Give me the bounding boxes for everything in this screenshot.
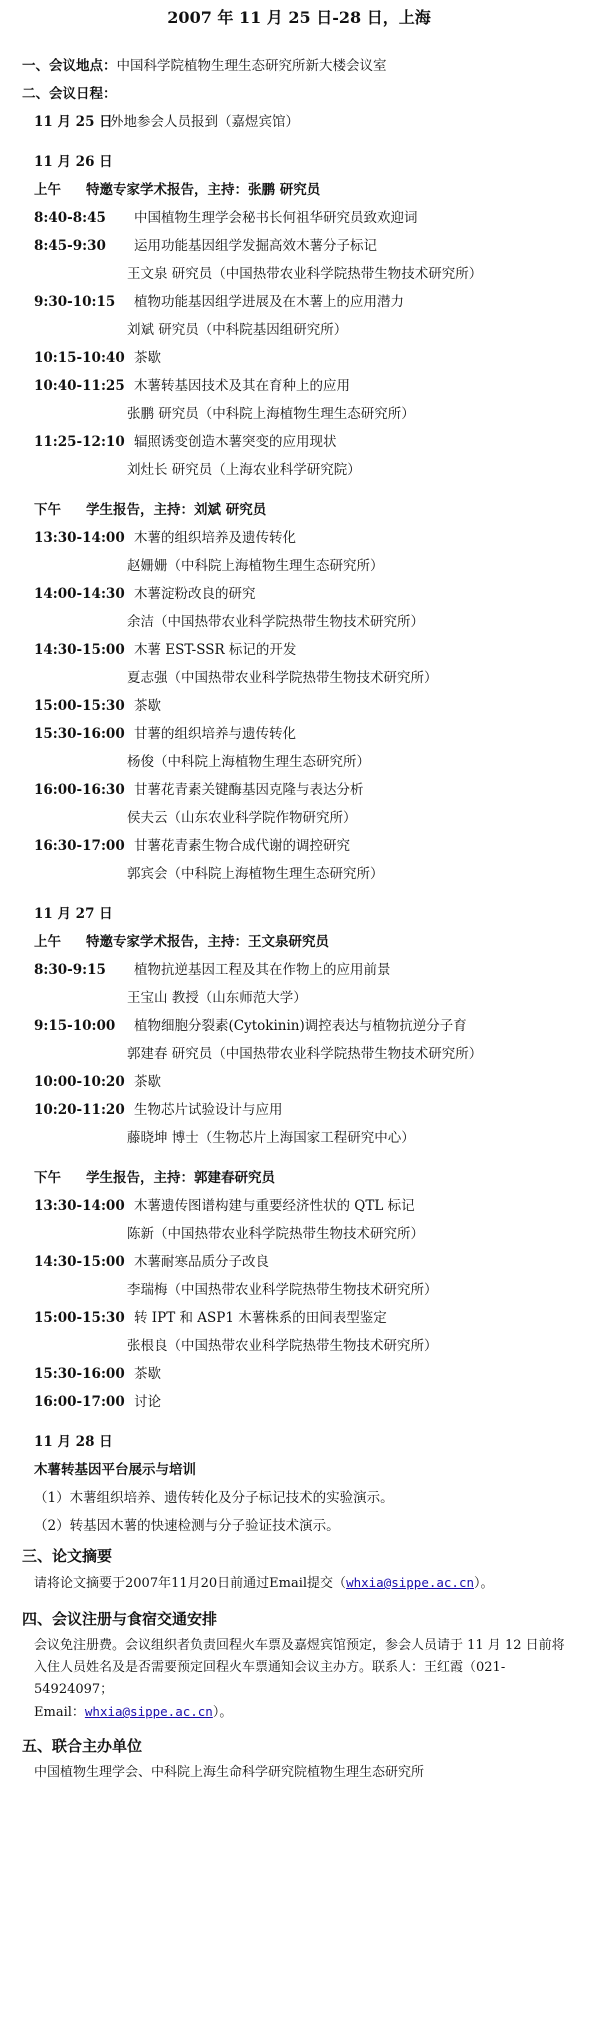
- schedule-item: [22, 636, 576, 664]
- schedule-item: [22, 1068, 576, 1096]
- schedule-item: [22, 1096, 576, 1124]
- schedule-item: [22, 1192, 576, 1220]
- day25-text: 外地参会人员报到（嘉煜宾馆）: [110, 114, 299, 130]
- day26-am-text: 特邀专家学术报告，主持：张鹏 研究员: [86, 182, 321, 198]
- schedule-topic: 茶歇: [134, 1074, 161, 1090]
- registration-email-label: Email：: [34, 1705, 85, 1720]
- schedule-time: 14:30-15:00: [34, 642, 125, 658]
- schedule-time: 14:00-14:30: [34, 586, 125, 602]
- schedule-speaker: 王宝山 教授（山东师范大学）: [127, 990, 307, 1006]
- day28-item: （2）转基因木薯的快速检测与分子验证技术演示。: [34, 1518, 340, 1534]
- page-title: 2007 年 11 月 25 日-28 日，上海: [167, 8, 431, 27]
- schedule-item: [22, 692, 576, 720]
- schedule-item: [22, 524, 576, 552]
- registration-heading: 四、会议注册与食宿交通安排: [22, 1610, 218, 1628]
- day27-pm-schedule: [22, 1192, 576, 1416]
- day28-item: （1）木薯组织培养、遗传转化及分子标记技术的实验演示。: [34, 1490, 394, 1506]
- day26-am-header: [22, 176, 576, 204]
- schedule-speaker: 侯夫云（山东农业科学院作物研究所）: [127, 810, 357, 826]
- schedule-time: 14:30-15:00: [34, 1254, 125, 1270]
- day26-am-label: 上午: [34, 182, 61, 198]
- schedule-speaker: 余洁（中国热带农业科学院热带生物技术研究所）: [127, 614, 424, 630]
- schedule-topic: 茶歇: [134, 350, 161, 366]
- day28-date: 11 月 28 日: [34, 1434, 113, 1450]
- day26-pm-header: [22, 496, 576, 524]
- schedule-item: [22, 956, 576, 984]
- schedule-speaker: 赵姗姗（中科院上海植物生理生态研究所）: [127, 558, 384, 574]
- day27-pm-text: 学生报告，主持：郭建春研究员: [86, 1170, 275, 1186]
- schedule-topic: 辐照诱变创造木薯突变的应用现状: [134, 434, 337, 450]
- schedule-topic: 中国植物生理学会秘书长何祖华研究员致欢迎词: [134, 210, 418, 226]
- schedule-speaker: 郭建春 研究员（中国热带农业科学院热带生物技术研究所）: [127, 1046, 483, 1062]
- schedule-topic: 植物功能基因组学进展及在木薯上的应用潜力: [134, 294, 404, 310]
- schedule-topic: 木薯耐寒品质分子改良: [134, 1254, 269, 1270]
- day27-am-schedule: [22, 956, 576, 1152]
- day27-date: 11 月 27 日: [34, 906, 113, 922]
- schedule-topic: 植物细胞分裂素(Cytokinin)调控表达与植物抗逆分子育: [134, 1018, 467, 1034]
- schedule-time: 8:40-8:45: [34, 210, 106, 226]
- schedule-speaker: 刘灶长 研究员（上海农业科学研究院）: [127, 462, 361, 478]
- schedule-time: 10:00-10:20: [34, 1074, 125, 1090]
- schedule-time: 13:30-14:00: [34, 530, 125, 546]
- schedule-item: [22, 288, 576, 316]
- schedule-topic: 甘薯花青素生物合成代谢的调控研究: [134, 838, 350, 854]
- schedule-topic: 茶歇: [134, 1366, 161, 1382]
- schedule-item: [22, 580, 576, 608]
- abstract-text-pre: 请将论文摘要于2007年11月20日前通过Email提交（: [34, 1576, 347, 1591]
- schedule-time: 16:00-17:00: [34, 1394, 125, 1410]
- abstract-heading: 三、论文摘要: [22, 1547, 113, 1565]
- venue-text: 中国科学院植物生理生态研究所新大楼会议室: [116, 58, 387, 74]
- registration-text: [22, 1635, 576, 1724]
- schedule-topic: 甘薯花青素关键酶基因克隆与表达分析: [134, 782, 364, 798]
- schedule-speaker: 杨俊（中科院上海植物生理生态研究所）: [127, 754, 370, 770]
- schedule-topic: 木薯的组织培养及遗传转化: [134, 530, 296, 546]
- organizers-heading: 五、联合主办单位: [22, 1737, 143, 1755]
- day27-pm-label: 下午: [34, 1170, 61, 1186]
- schedule-time: 10:15-10:40: [34, 350, 125, 366]
- schedule-item: [22, 204, 576, 232]
- schedule-heading: 二、会议日程：: [22, 86, 117, 102]
- schedule-speaker: 郭宾会（中科院上海植物生理生态研究所）: [127, 866, 384, 882]
- schedule-time: 9:15-10:00: [34, 1018, 116, 1034]
- schedule-speaker: 张根良（中国热带农业科学院热带生物技术研究所）: [127, 1338, 438, 1354]
- schedule-topic: 运用功能基因组学发掘高效木薯分子标记: [134, 238, 377, 254]
- schedule-topic: 植物抗逆基因工程及其在作物上的应用前景: [134, 962, 391, 978]
- organizers-text: 中国植物生理学会、中科院上海生命科学研究院植物生理生态研究所: [34, 1765, 425, 1780]
- registration-text-body: 会议免注册费。会议组织者负责回程火车票及嘉煜宾馆预定，参会人员请于 11 月 12 日前将入住人员姓名及是否需要预定回程火车票通知会议主办方。联系人：王红霞（021-54924097；: [34, 1638, 565, 1697]
- schedule-topic: 生物芯片试验设计与应用: [134, 1102, 283, 1118]
- schedule-time: 15:30-16:00: [34, 1366, 125, 1382]
- schedule-topic: 木薯遗传图谱构建与重要经济性状的 QTL 标记: [134, 1198, 415, 1214]
- schedule-topic: 讨论: [134, 1394, 161, 1410]
- abstract-text: [22, 1572, 576, 1595]
- day26-pm-label: 下午: [34, 502, 61, 518]
- abstract-email-link[interactable]: whxia@sippe.ac.cn: [346, 1575, 474, 1590]
- day27-am-header: [22, 928, 576, 956]
- schedule-speaker: 藤晓坤 博士（生物芯片上海国家工程研究中心）: [127, 1130, 415, 1146]
- schedule-time: 8:45-9:30: [34, 238, 106, 254]
- schedule-topic: 木薯转基因技术及其在育种上的应用: [134, 378, 350, 394]
- schedule-time: 10:20-11:20: [34, 1102, 125, 1118]
- registration-email-link[interactable]: whxia@sippe.ac.cn: [84, 1704, 213, 1719]
- schedule-topic: 甘薯的组织培养与遗传转化: [134, 726, 296, 742]
- schedule-speaker: 刘斌 研究员（中科院基因组研究所）: [127, 322, 348, 338]
- schedule-time: 9:30-10:15: [34, 294, 116, 310]
- schedule-time: 8:30-9:15: [34, 962, 106, 978]
- schedule-item: [22, 832, 576, 860]
- day26-pm-text: 学生报告，主持：刘斌 研究员: [86, 502, 267, 518]
- day28-heading: 木薯转基因平台展示与培训: [34, 1462, 196, 1478]
- schedule-time: 11:25-12:10: [34, 434, 125, 450]
- schedule-speaker: 王文泉 研究员（中国热带农业科学院热带生物技术研究所）: [127, 266, 483, 282]
- schedule-time: 15:00-15:30: [34, 698, 125, 714]
- day25-line: [22, 108, 576, 136]
- schedule-time: 13:30-14:00: [34, 1198, 125, 1214]
- schedule-time: 16:30-17:00: [34, 838, 125, 854]
- schedule-item: [22, 428, 576, 456]
- venue-label: 一、会议地点：: [22, 58, 117, 74]
- schedule-speaker: 夏志强（中国热带农业科学院热带生物技术研究所）: [127, 670, 438, 686]
- schedule-topic: 转 IPT 和 ASP1 木薯株系的田间表型鉴定: [134, 1310, 387, 1326]
- day27-am-text: 特邀专家学术报告，主持：王文泉研究员: [86, 934, 329, 950]
- schedule-item: [22, 1388, 576, 1416]
- day26-date: 11 月 26 日: [34, 154, 113, 170]
- schedule-item: [22, 1360, 576, 1388]
- schedule-topic: 木薯淀粉改良的研究: [134, 586, 256, 602]
- day27-pm-header: [22, 1164, 576, 1192]
- schedule-item: [22, 1248, 576, 1276]
- registration-email-post: ）。: [212, 1705, 233, 1720]
- day26-pm-schedule: [22, 524, 576, 888]
- schedule-time: 16:00-16:30: [34, 782, 125, 798]
- venue-line: [22, 52, 576, 80]
- schedule-time: 15:00-15:30: [34, 1310, 125, 1326]
- schedule-speaker: 张鹏 研究员（中科院上海植物生理生态研究所）: [127, 406, 415, 422]
- schedule-speaker: 李瑞梅（中国热带农业科学院热带生物技术研究所）: [127, 1282, 438, 1298]
- schedule-item: [22, 1304, 576, 1332]
- schedule-item: [22, 720, 576, 748]
- day27-am-label: 上午: [34, 934, 61, 950]
- schedule-topic: 木薯 EST-SSR 标记的开发: [134, 642, 297, 658]
- schedule-topic: 茶歇: [134, 698, 161, 714]
- day25-date: 11 月 25 日: [34, 114, 113, 130]
- schedule-item: [22, 1012, 576, 1040]
- schedule-time: 10:40-11:25: [34, 378, 125, 394]
- schedule-item: [22, 344, 576, 372]
- day26-am-schedule: [22, 204, 576, 484]
- schedule-time: 15:30-16:00: [34, 726, 125, 742]
- schedule-item: [22, 776, 576, 804]
- abstract-text-post: ）。: [474, 1576, 494, 1591]
- schedule-item: [22, 372, 576, 400]
- schedule-speaker: 陈新（中国热带农业科学院热带生物技术研究所）: [127, 1226, 424, 1242]
- schedule-item: [22, 232, 576, 260]
